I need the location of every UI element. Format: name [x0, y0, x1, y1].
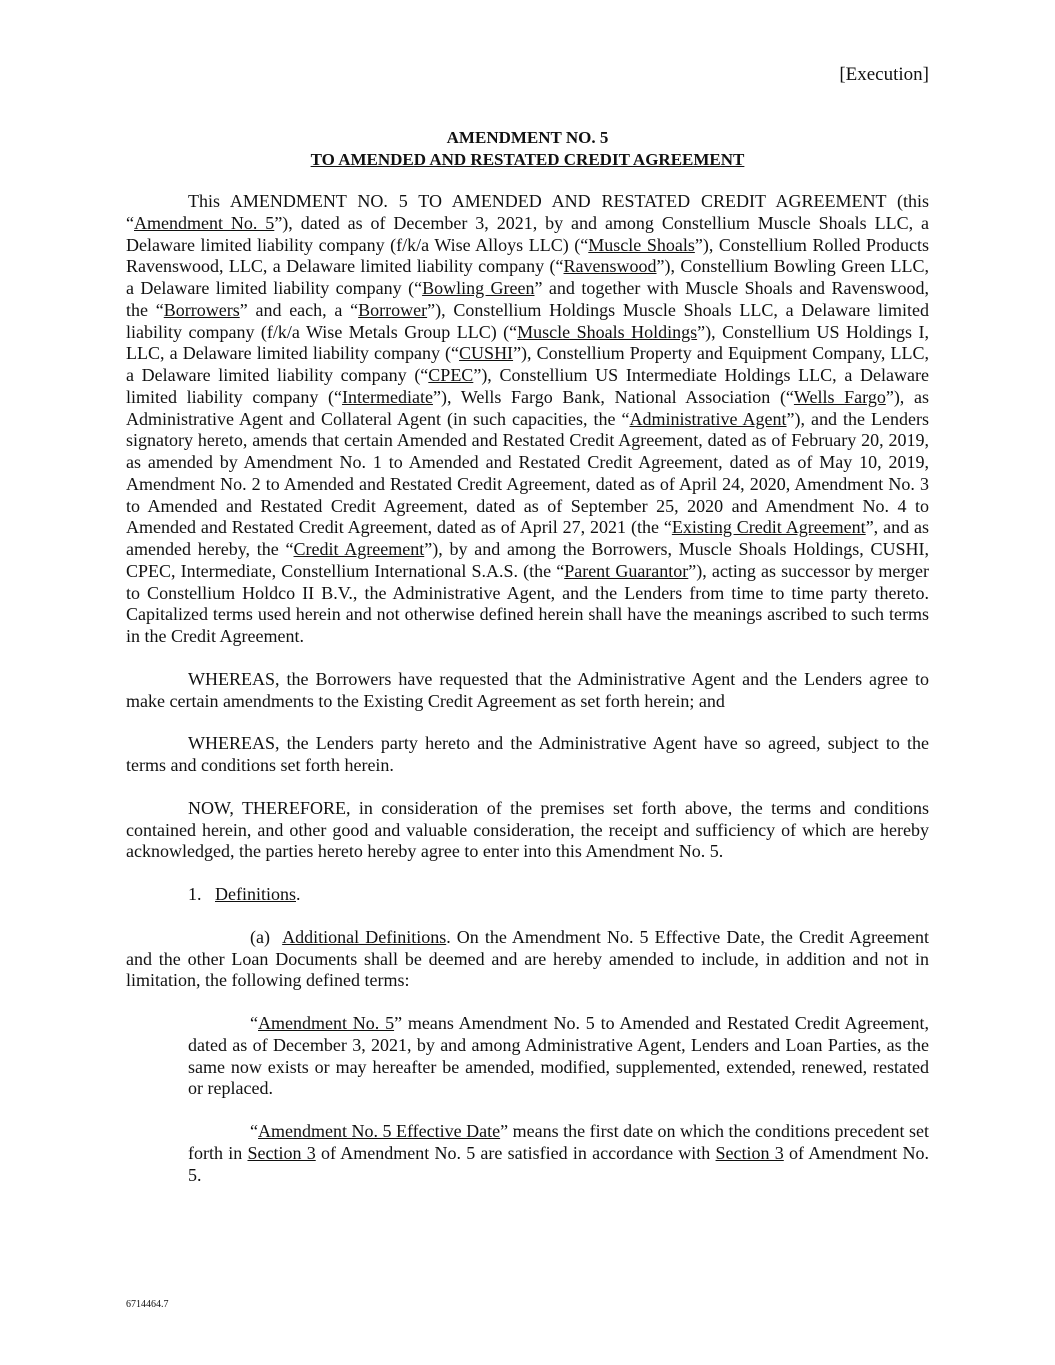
text-run: ”), acting as successor by merger to Constellium Holdco II B.V., the Administrative Agent, and the Lenders from time to time party thereto. Capitalized terms used herein and not otherwise defined herein shall have the meanings ascribed to such terms in the Credit Agreement.	[126, 560, 930, 646]
title-line-2: TO AMENDED AND RESTATED CREDIT AGREEMENT	[310, 150, 745, 169]
defined-term: Borrowers	[163, 299, 240, 320]
defined-term: Ravenswood	[563, 256, 657, 277]
defined-term: Muscle Shoals Holdings	[517, 321, 698, 342]
text-run: ”), Constellium Holdings Muscle Shoals LLC, a Delaware limited liability company (f/k/a Wise Metals Group LLC) (“	[126, 299, 929, 342]
text-run: . On the Amendment No. 5 Effective Date, the Credit Agreement and the other Loan Documents shall be deemed and are hereby amended to include, in addition and not in limitation, the following defined terms:	[126, 926, 929, 991]
defined-term: Wells Fargo	[793, 386, 886, 407]
document-title	[126, 127, 929, 171]
defined-term: Bowling Green	[422, 278, 535, 298]
document-body	[126, 191, 929, 1186]
section-reference: Section 3	[247, 1142, 316, 1163]
defined-term: Amendment No. 5	[134, 212, 275, 233]
section-number: 1.	[188, 884, 202, 904]
defined-term: Intermediate	[342, 386, 433, 407]
text-run: ”), dated as of December 3, 2021, by and among Constellium Muscle Shoals LLC, a Delaware limited liability company (f/k/a Wise Alloys LLC) (“	[126, 212, 929, 255]
subsection-title: Additional Definitions	[282, 926, 447, 947]
text-run: ”), by and among the Borrowers, Muscle Shoals Holdings, CUSHI, CPEC, Intermediate, Constellium International S.A.S. (the “	[126, 539, 929, 581]
text-run: ” and together with Muscle Shoals and Ravenswood, the “	[126, 278, 929, 320]
text-run: “	[250, 1013, 258, 1033]
title-line-1: AMENDMENT NO. 5	[446, 128, 609, 147]
text-run: ”), Wells Fargo Bank, National Association (“	[432, 386, 794, 407]
defined-term: Administrative Agent	[629, 408, 787, 429]
text-run: “	[250, 1121, 258, 1141]
text-run: ” means Amendment No. 5 to Amended and Restated Credit Agreement, dated as of December 3, 2021, by and among Administrative Agent, Lenders and Loan Parties, as the same now exists or may hereafter be amended, modified, supplemented, extended, renewed, restated or replaced.	[188, 1013, 929, 1099]
text-run: ”), as Administrative Agent and Collateral Agent (in such capacities, the “	[126, 386, 929, 429]
subsection-label: (a)	[250, 926, 270, 947]
text-run: ”), Constellium US Holdings I, LLC, a Delaware limited liability company (“	[126, 321, 929, 364]
text-run: ”), Constellium Bowling Green LLC, a Delaware limited liability company (“	[126, 256, 929, 298]
defined-term: Parent Guarantor	[564, 560, 689, 581]
preamble-paragraph	[126, 191, 929, 648]
section-title: Definitions	[215, 884, 296, 904]
text-run: ” means the first date on which the conditions precedent set forth in	[188, 1121, 929, 1163]
text-run: ”), and the Lenders signatory hereto, amends that certain Amended and Restated Credit Agreement, dated as of February 20, 2019, as amended by Amendment No. 1 to Amended and Restated Credit Agreement, dated as of May 10, 2019, Amendment No. 2 to Amended and Restated Credit Agreement, dated as of April 24, 2020, Amendment No. 3 to Amended and Restated Credit Agreement, dated as of September 25, 2020 and Amendment No. 4 to Amended and Restated Credit Agreement, dated as of April 27, 2021 (the “	[126, 408, 930, 538]
defined-term: Amendment No. 5 Effective Date	[258, 1121, 501, 1141]
definition-effective-date	[188, 1121, 929, 1186]
definition-amendment-no-5	[188, 1013, 929, 1100]
whereas-paragraph-2: WHEREAS, the Lenders party hereto and the Administrative Agent have so agreed, subject to the terms and conditions set forth herein.	[126, 733, 929, 775]
text-run: ”), Constellium Property and Equipment Company, LLC, a Delaware limited liability company (“	[126, 343, 929, 385]
execution-label: [Execution]	[839, 64, 929, 85]
text-run: ”, and as amended hereby, the “	[126, 517, 929, 559]
now-therefore-paragraph: NOW, THEREFORE, in consideration of the premises set forth above, the terms and conditions contained herein, and other good and valuable consideration, the receipt and sufficiency of which are hereby acknowledged, the parties hereto hereby agree to enter into this Amendment No. 5.	[126, 797, 929, 862]
text-run: of Amendment No. 5 are satisfied in accordance with	[315, 1142, 716, 1163]
defined-term: Muscle Shoals	[588, 234, 695, 255]
section-reference: Section 3	[715, 1142, 784, 1163]
section-1-heading	[126, 884, 929, 906]
document-number: 6714464.7	[126, 1299, 169, 1310]
text-run: of Amendment No. 5.	[188, 1142, 930, 1185]
defined-term: CUSHI	[459, 343, 514, 364]
text-run: .	[296, 884, 301, 904]
defined-term: Existing Credit Agreement	[671, 517, 866, 538]
subsection-a-paragraph	[126, 927, 929, 992]
defined-term: Credit Agreement	[293, 539, 425, 559]
defined-term: CPEC	[428, 365, 474, 385]
text-run: ”), Constellium US Intermediate Holdings LLC, a Delaware limited liability company (“	[126, 365, 929, 407]
text-run: ”), Constellium Rolled Products Ravenswood, LLC, a Delaware limited liability company (“	[126, 234, 929, 277]
text-run: ” and each, a “	[239, 299, 359, 320]
whereas-paragraph-1: WHEREAS, the Borrowers have requested that the Administrative Agent and the Lenders agree to make certain amendments to the Existing Credit Agreement as set forth herein; and	[126, 668, 929, 711]
defined-term: Amendment No. 5	[258, 1013, 395, 1033]
text-run: This AMENDMENT NO. 5 TO AMENDED AND RESTATED CREDIT AGREEMENT (this “	[126, 191, 929, 233]
defined-term: Borrower	[358, 299, 428, 320]
